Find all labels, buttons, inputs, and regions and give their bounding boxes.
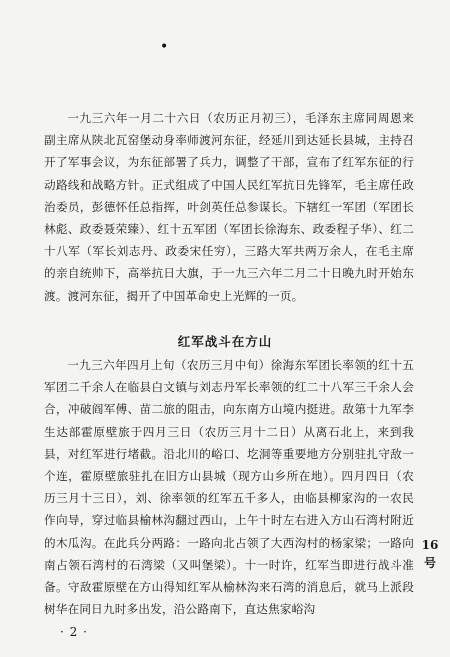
paragraph-east-expedition: 一九三六年一月二十六日（农历正月初三），毛泽东主席同周恩来副主席从陕北瓦窑堡动身率师渡河东征，经延川到达延长县城，主持召开了军事会议，为东征部署了兵力，调整了干部，宣布了红军东征的行动路线和战略方针。正式组成了中国人民红军抗日先锋军，毛主席任政治委员，彭德怀任总指挥，叶剑英任总参谋长。下辖红一军团（军团长林彪、政委聂荣臻）、红十五军团（军团长徐海东、政委程子华）、红二十八军（军长刘志丹、政委宋任穷），三路大军共两万余人，在毛主席的亲自统帅下，高举抗日大旗，于一九三六年二月二十日晚九时开始东渡。渡河东征，揭开了中国革命史上光辉的一页。 — [44, 111, 414, 303]
paragraph-fangshan-battle: 一九三六年四月上旬（农历三月中旬）徐海东军团长率领的红十五军团二千余人在临县白文镇与刘志丹军长率领的红二十八军三千余人会合，冲破阎军傅、苗二旅的阻击，向东南方山境内挺进。敌第十九军李生达部霍原壁旅于四月三日（农历三月十二日）从离石北上，来到我县，对红军进行堵截。沿北川的峪口、圪洞等重要地方分别驻扎守敌一个连，霍原壁旅驻扎在旧方山县城（现方山乡所在地）。四月四日（农历三月十三日），刘、徐率领的红军五千多人，由临县柳家沟的一农民作向导，穿过临县榆林沟翻过西山，上午十时左右进入方山石湾村附近的木瓜沟。在此兵分两路：一路向北占领了大西沟村的杨家梁；一路向南占领石湾村的石湾梁（又叫堡梁）。十一时许，红军当即进行战斗准备。守敌霍原壁在方山得知红军从榆林沟来石湾的消息后，就马上派段树华在同日九时多出发，沿公路南下，直达焦家峪沟 — [44, 358, 414, 617]
margin-side-label: 16号 — [421, 538, 439, 570]
section-heading: 红军战斗在方山 — [177, 334, 273, 349]
page-number: · 2 · — [60, 625, 88, 639]
top-dot-mark: • — [160, 39, 169, 55]
